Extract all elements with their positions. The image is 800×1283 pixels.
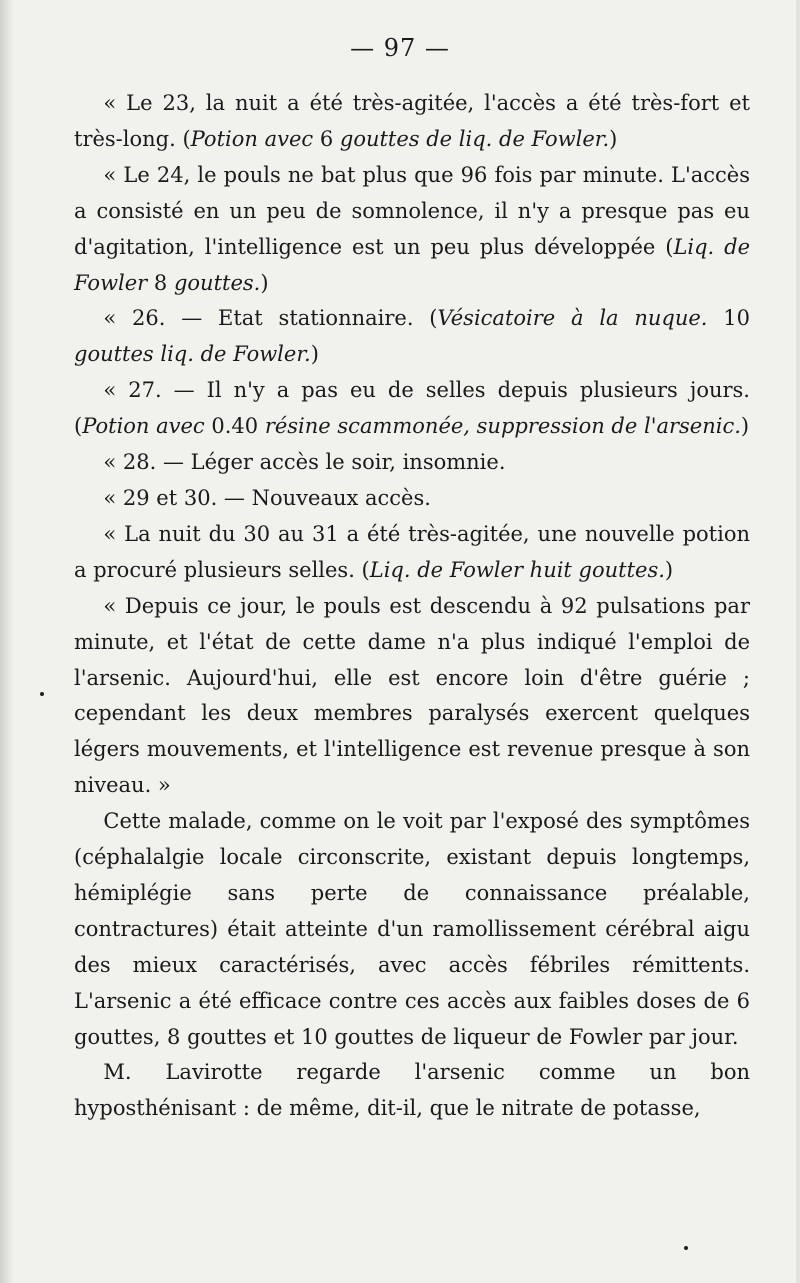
paragraph — [74, 445, 750, 481]
page-right-edge — [796, 0, 800, 1283]
text-segment: ) — [310, 342, 319, 367]
page-number: — 97 — — [350, 34, 450, 62]
paragraph — [74, 804, 750, 1055]
text-segment: ) — [664, 557, 674, 582]
ink-speck-mark — [684, 1246, 688, 1250]
text-segment: « Le 24, le pouls ne bat plus que 96 fois par minute. L'accès a consisté en un peu de somnolence, il n'y a presque pas eu d'agitation, l'intelligence est un peu plus développée ( — [74, 162, 750, 259]
paragraph — [74, 517, 750, 589]
text-segment: Cette malade, comme on le voit par l'exposé des symptômes (céphalalgie locale circonscrite, existant depuis longtemps, hémiplégie sans perte de connaissance préalable, contractures) était atteinte d'un ramollissement cérébral aigu des mieux caractérisés, avec accès fébriles rémittents. L'arsenic a été efficace contre ces accès aux faibles doses de 6 gouttes, 8 gouttes et 10 gouttes de liqueur de Fowler par jour. — [74, 809, 750, 1049]
text-segment: « Depuis ce jour, le pouls est descendu à 92 pulsations par minute, et l'état de cette dame n'a plus indiqué l'emploi de l'arsenic. Aujourd'hui, elle est encore loin d'être guérie ; cependant les deux membres paralysés exercent quelques légers mouvements, et l'intelligence est revenue presque à son niveau. » — [74, 593, 750, 798]
paragraph — [74, 86, 750, 158]
text-segment: « La nuit du 30 au 31 a été très-agitée, une nouvelle potion a procuré plusieurs selles. ( — [74, 521, 750, 582]
text-segment: « 29 et 30. — Nouveaux accès. — [103, 485, 431, 510]
text-segment: « Le 23, la nuit a été très-agitée, l'accès a été très-fort et très-long. ( — [74, 91, 750, 151]
page-gutter-shadow — [0, 0, 14, 1283]
paragraph — [74, 158, 750, 302]
text-segment: ) — [740, 414, 750, 439]
ink-speck-mark — [40, 692, 44, 696]
text-segment: 8 — [147, 270, 174, 295]
text-segment: 10 — [707, 306, 750, 331]
italic-text-segment: Liq. de Fowler huit gouttes. — [369, 557, 665, 582]
paragraph — [74, 373, 750, 445]
italic-text-segment: résine scammonée, suppression de l'arsenic. — [264, 414, 741, 439]
paragraph — [74, 1055, 750, 1127]
text-segment: « 28. — Léger accès le soir, insomnie. — [103, 450, 506, 475]
paragraph — [74, 481, 750, 517]
text-segment: ) — [609, 126, 618, 151]
text-segment: « 26. — Etat stationnaire. ( — [103, 306, 438, 331]
paragraph — [74, 301, 750, 373]
italic-text-segment: Vésicatoire à la nuque. — [437, 306, 708, 331]
text-segment: M. Lavirotte regarde l'arsenic comme un bon hyposthénisant : de même, dit-il, que le nitrate de potasse, — [74, 1060, 750, 1121]
text-segment: 6 — [313, 126, 340, 151]
paragraph — [74, 589, 750, 804]
text-segment: 0.40 — [204, 414, 265, 439]
italic-text-segment: Liq. de Fowler — [74, 234, 750, 295]
italic-text-segment: Potion avec — [82, 414, 205, 439]
italic-text-segment: gouttes. — [173, 270, 261, 295]
text-segment: ) — [260, 270, 269, 295]
italic-text-segment: gouttes de liq. de Fowler. — [339, 126, 610, 151]
body-text — [74, 86, 750, 1127]
italic-text-segment: gouttes liq. de Fowler. — [74, 342, 311, 367]
italic-text-segment: Potion avec — [190, 126, 314, 151]
text-segment: « 27. — Il n'y a pas eu de selles depuis plusieurs jours. ( — [74, 378, 750, 439]
